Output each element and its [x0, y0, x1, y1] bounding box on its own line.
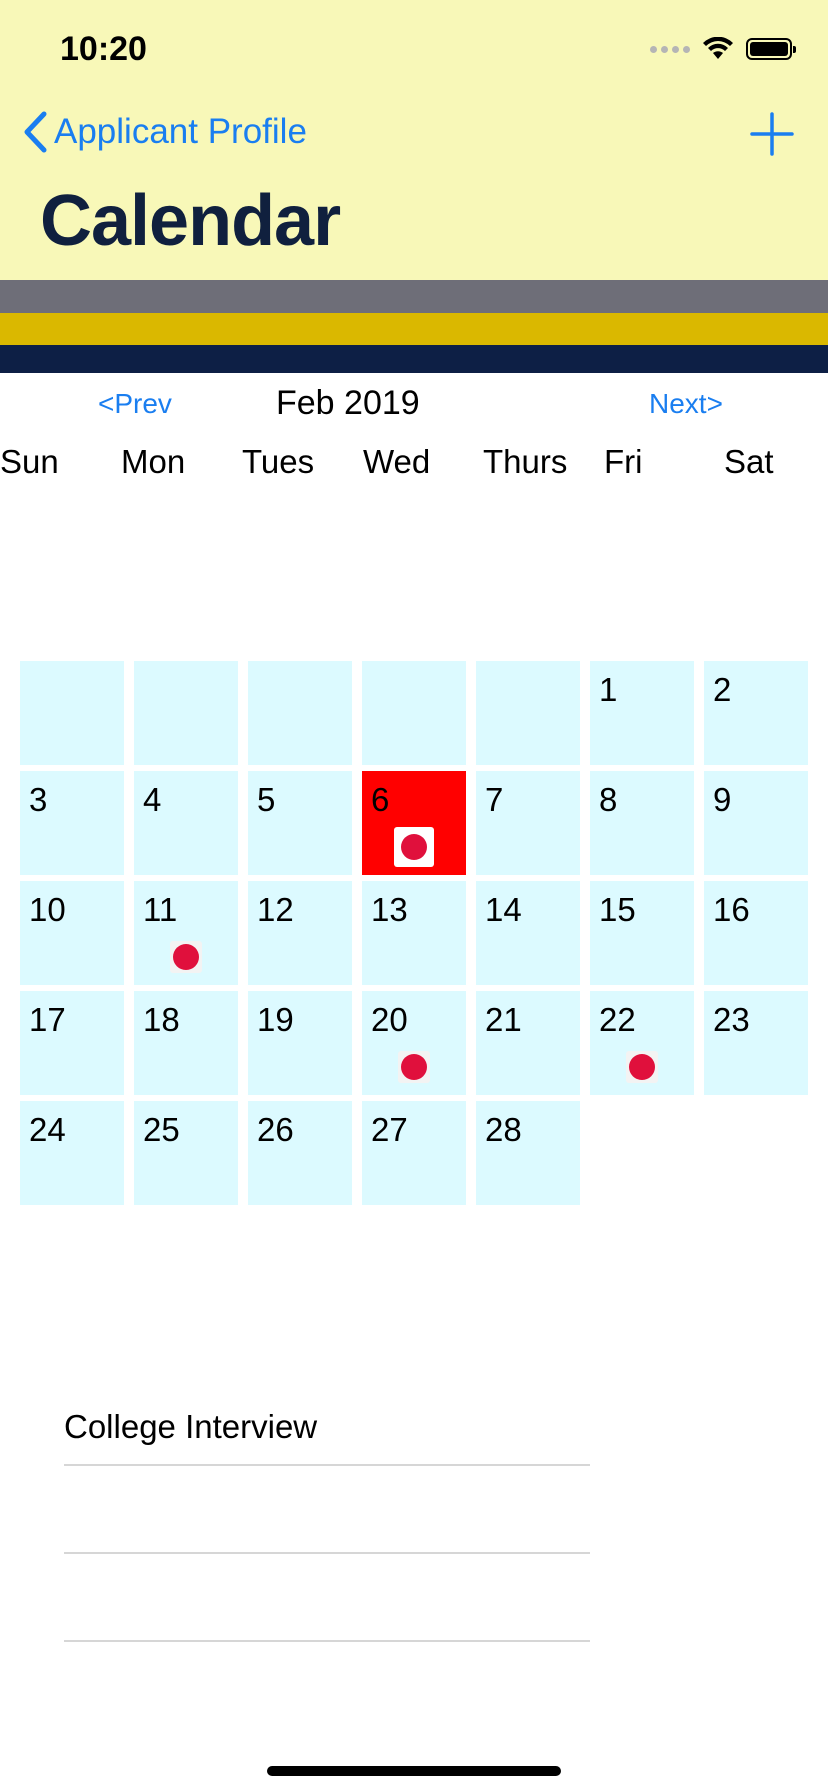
day-cell-4[interactable]	[134, 771, 238, 875]
day-number: 25	[143, 1111, 180, 1148]
day-number: 24	[29, 1111, 66, 1148]
battery-icon	[746, 38, 792, 60]
day-cell-18[interactable]	[134, 991, 238, 1095]
header-stripe-gray	[0, 280, 828, 313]
day-cell-empty[interactable]	[248, 661, 352, 765]
header-stripe-gold	[0, 313, 828, 345]
weekday-sun: Sun	[0, 443, 59, 480]
day-number: 7	[485, 781, 504, 818]
day-cell-8[interactable]	[590, 771, 694, 875]
day-number: 6	[371, 781, 390, 818]
day-number: 13	[371, 891, 408, 928]
day-number: 23	[713, 1001, 750, 1038]
day-cell-23[interactable]	[704, 991, 808, 1095]
day-number: 9	[713, 781, 732, 818]
add-button[interactable]	[746, 108, 798, 160]
status-icons	[650, 36, 792, 62]
header-stripe-navy	[0, 345, 828, 373]
cellular-signal-icon	[650, 46, 690, 53]
day-number: 17	[29, 1001, 66, 1038]
day-number: 12	[257, 891, 294, 928]
month-label: Feb 2019	[276, 384, 420, 422]
back-button-label: Applicant Profile	[54, 112, 307, 151]
day-number: 26	[257, 1111, 294, 1148]
day-cell-19[interactable]	[248, 991, 352, 1095]
day-cell-26[interactable]	[248, 1101, 352, 1205]
weekday-tue: Tues	[242, 443, 315, 480]
day-cell-17[interactable]	[20, 991, 124, 1095]
back-button[interactable]	[22, 108, 307, 156]
day-number: 5	[257, 781, 276, 818]
day-number: 20	[371, 1001, 408, 1038]
day-cell-5[interactable]	[248, 771, 352, 875]
status-time: 10:20	[60, 30, 147, 68]
day-number: 16	[713, 891, 750, 928]
day-cell-28[interactable]	[476, 1101, 580, 1205]
day-cell-20[interactable]	[362, 991, 466, 1095]
day-number: 21	[485, 1001, 522, 1038]
event-dot-icon	[394, 827, 434, 867]
day-cell-empty[interactable]	[476, 661, 580, 765]
page-title: Calendar	[40, 181, 341, 261]
day-number: 18	[143, 1001, 180, 1038]
day-cell-empty[interactable]	[134, 661, 238, 765]
event-dot-icon	[398, 1051, 430, 1083]
day-number: 8	[599, 781, 618, 818]
header	[0, 0, 828, 280]
event-dot-icon	[170, 941, 202, 973]
day-cell-3[interactable]	[20, 771, 124, 875]
day-number: 4	[143, 781, 162, 818]
next-month-button[interactable]: Next>	[649, 388, 723, 419]
day-number: 15	[599, 891, 636, 928]
day-cell-7[interactable]	[476, 771, 580, 875]
event-row[interactable]	[64, 1378, 590, 1466]
day-number: 19	[257, 1001, 294, 1038]
chevron-left-icon	[22, 111, 48, 153]
day-cell-15[interactable]	[590, 881, 694, 985]
day-number: 14	[485, 891, 522, 928]
day-cell-empty[interactable]	[20, 661, 124, 765]
event-row[interactable]	[64, 1466, 590, 1554]
day-cell-24[interactable]	[20, 1101, 124, 1205]
day-cell-16[interactable]	[704, 881, 808, 985]
day-number: 27	[371, 1111, 408, 1148]
day-cell-13[interactable]	[362, 881, 466, 985]
day-number: 22	[599, 1001, 636, 1038]
day-cell-6[interactable]	[362, 771, 466, 875]
home-indicator	[267, 1766, 561, 1776]
day-cell-1[interactable]	[590, 661, 694, 765]
day-number: 10	[29, 891, 66, 928]
day-cell-9[interactable]	[704, 771, 808, 875]
day-cell-11[interactable]	[134, 881, 238, 985]
day-cell-empty[interactable]	[362, 661, 466, 765]
day-cell-14[interactable]	[476, 881, 580, 985]
weekday-fri: Fri	[604, 443, 643, 480]
event-row[interactable]	[64, 1554, 590, 1642]
prev-month-button[interactable]: <Prev	[98, 388, 172, 419]
wifi-icon	[702, 37, 734, 61]
weekday-wed: Wed	[363, 443, 431, 480]
weekday-sat: Sat	[724, 443, 774, 480]
day-cell-12[interactable]	[248, 881, 352, 985]
plus-icon	[746, 108, 798, 160]
day-number: 2	[713, 671, 732, 708]
day-cell-10[interactable]	[20, 881, 124, 985]
day-cell-22[interactable]	[590, 991, 694, 1095]
event-title: College Interview	[64, 1408, 318, 1445]
day-cell-2[interactable]	[704, 661, 808, 765]
day-number: 3	[29, 781, 48, 818]
day-number: 11	[143, 891, 178, 928]
day-cell-21[interactable]	[476, 991, 580, 1095]
day-number: 28	[485, 1111, 522, 1148]
weekday-mon: Mon	[121, 443, 186, 480]
event-dot-icon	[626, 1051, 658, 1083]
day-number: 1	[599, 671, 618, 708]
day-cell-27[interactable]	[362, 1101, 466, 1205]
day-cell-25[interactable]	[134, 1101, 238, 1205]
weekday-thu: Thurs	[483, 443, 568, 480]
